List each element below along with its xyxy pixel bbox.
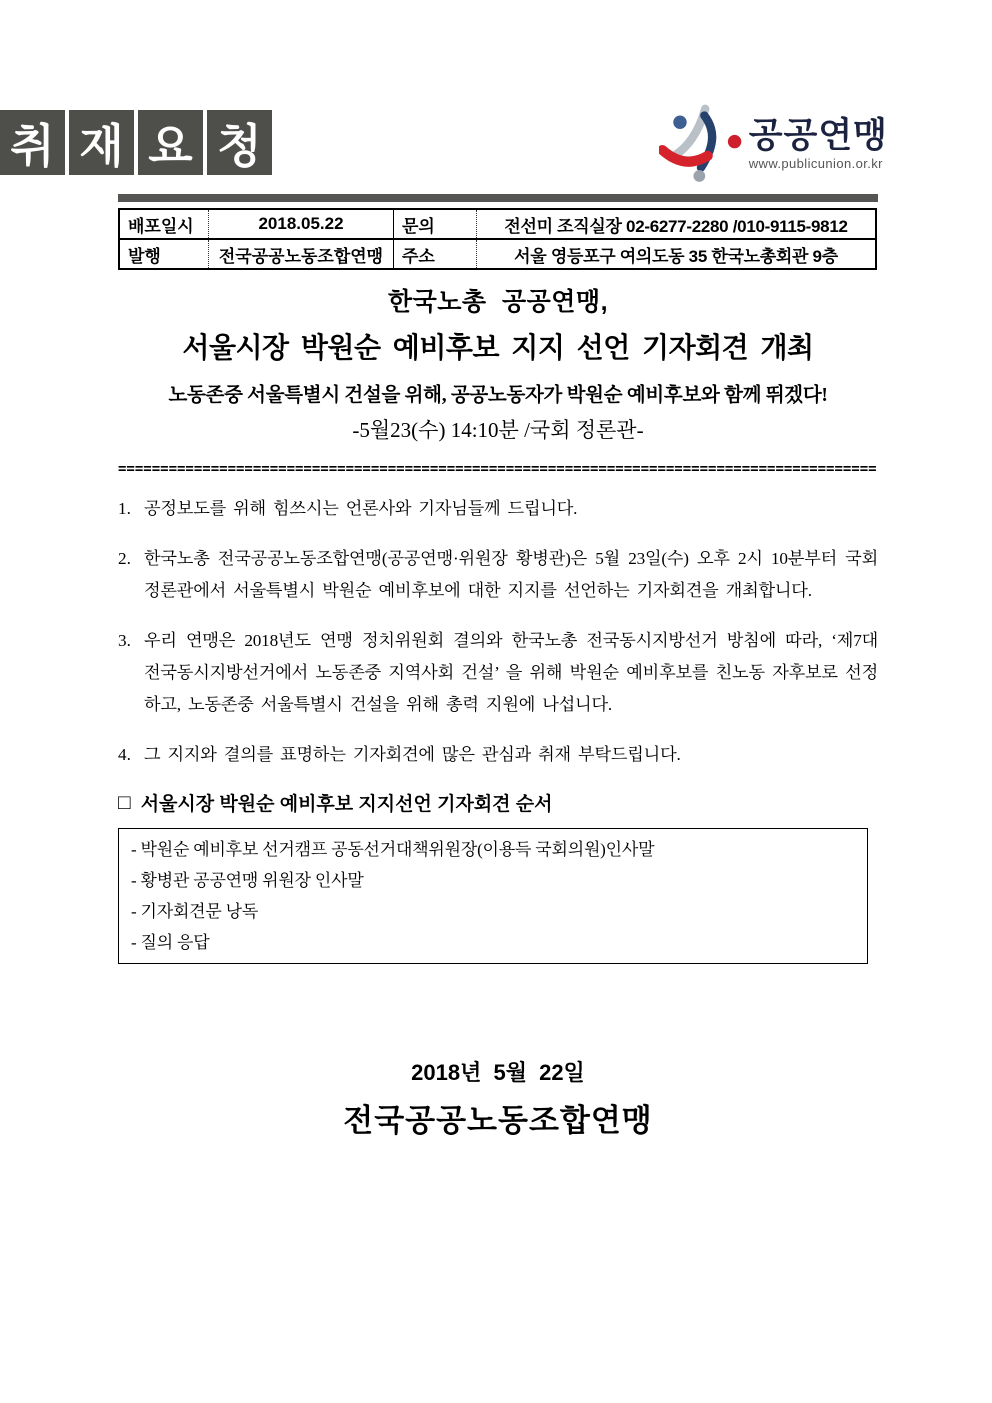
list-item: - 질의 응답 <box>131 933 210 952</box>
paragraph-2-text: 한국노총 전국공공노동조합연맹(공공연맹·위원장 황병관)은 5월 23일(수) 오후 2시 10분부터 국회 정론관에서 서울특별시 박원순 예비후보에 대한 지지를 선언하는 기자회견을 개최합니다. <box>144 549 878 600</box>
event-schedule: -5월23(수) 14:10분 /국회 정론관- <box>352 418 644 442</box>
list-item: - 황병관 공공연맹 위원장 인사말 <box>131 871 364 890</box>
paragraph-1-text: 공정보도를 위해 힘쓰시는 언론사와 기자님들께 드립니다. <box>144 499 578 518</box>
address-label: 주소 <box>394 239 477 269</box>
table-row <box>119 209 876 239</box>
table-row <box>119 239 876 269</box>
document-title-line2: 서울시장 박원순 예비후보 지지 선언 기자회견 개최 <box>182 332 814 363</box>
union-logo <box>659 102 888 187</box>
paragraph-2 <box>118 543 878 607</box>
union-logo-name: 공공연맹 <box>748 116 888 156</box>
press-conference-order-heading-text: 서울시장 박원순 예비후보 지지선언 기자회견 순서 <box>140 794 553 815</box>
stamp-char-3: 요 <box>138 110 203 175</box>
document-body <box>118 266 878 1140</box>
paragraph-4-text: 그 지지와 결의를 표명하는 기자회견에 많은 관심과 취재 부탁드립니다. <box>144 745 681 764</box>
paragraph-2-number: 2. <box>118 549 131 568</box>
paragraph-4 <box>118 739 878 771</box>
list-item: - 기자회견문 낭독 <box>131 902 259 921</box>
release-date-value: 2018.05.22 <box>209 209 394 239</box>
press-conference-order-heading <box>118 789 878 816</box>
publisher-value: 전국공공노동조합연맹 <box>209 239 394 269</box>
release-date-label: 배포일시 <box>119 209 209 239</box>
paragraph-4-number: 4. <box>118 745 131 764</box>
document-title-line1: 한국노총 공공연맹, <box>387 288 609 316</box>
contact-value: 전선미 조직실장 02-6277-2280 /010-9115-9812 <box>477 209 877 239</box>
paragraph-1 <box>118 493 878 525</box>
paragraph-1-number: 1. <box>118 499 131 518</box>
union-logo-url: www.publicunion.or.kr <box>748 155 883 171</box>
body-paragraphs <box>118 493 878 771</box>
square-bullet-icon: □ <box>118 790 131 814</box>
coverage-request-stamp <box>0 110 272 175</box>
press-conference-order-box <box>118 828 868 964</box>
release-info-table <box>118 208 877 270</box>
address-value: 서울 영등포구 여의도동 35 한국노총회관 9층 <box>477 239 877 269</box>
publisher-label: 발행 <box>119 239 209 269</box>
contact-label: 문의 <box>394 209 477 239</box>
document-subtitle: 노동존중 서울특별시 건설을 위해, 공공노동자가 박원순 예비후보와 함께 뛰겠다! <box>168 385 828 406</box>
stamp-char-4: 청 <box>207 110 272 175</box>
list-item: - 박원순 예비후보 선거캠프 공동선거대책위원장(이용득 국회의원)인사말 <box>131 840 655 859</box>
paragraph-3 <box>118 625 878 721</box>
union-logo-icon <box>659 102 743 187</box>
document-date: 2018년 5월 22일 <box>411 1060 585 1085</box>
stamp-char-1: 취 <box>0 110 65 175</box>
equals-separator: ========================================================================================== <box>118 461 877 477</box>
header-divider-bar <box>118 194 878 202</box>
paragraph-3-number: 3. <box>118 631 131 650</box>
organization-name: 전국공공노동조합연맹 <box>343 1103 653 1138</box>
stamp-char-2: 재 <box>69 110 134 175</box>
paragraph-3-text: 우리 연맹은 2018년도 연맹 정치위원회 결의와 한국노총 전국동시지방선거 방침에 따라, ‘제7대 전국동시지방선거에서 노동존중 지역사회 건설’ 을 위해 박원순 예비후보를 친노동 자후보로 선정하고, 노동존중 서울특별시 건설을 위해 총력 지원에 나섭니다. <box>144 631 878 714</box>
